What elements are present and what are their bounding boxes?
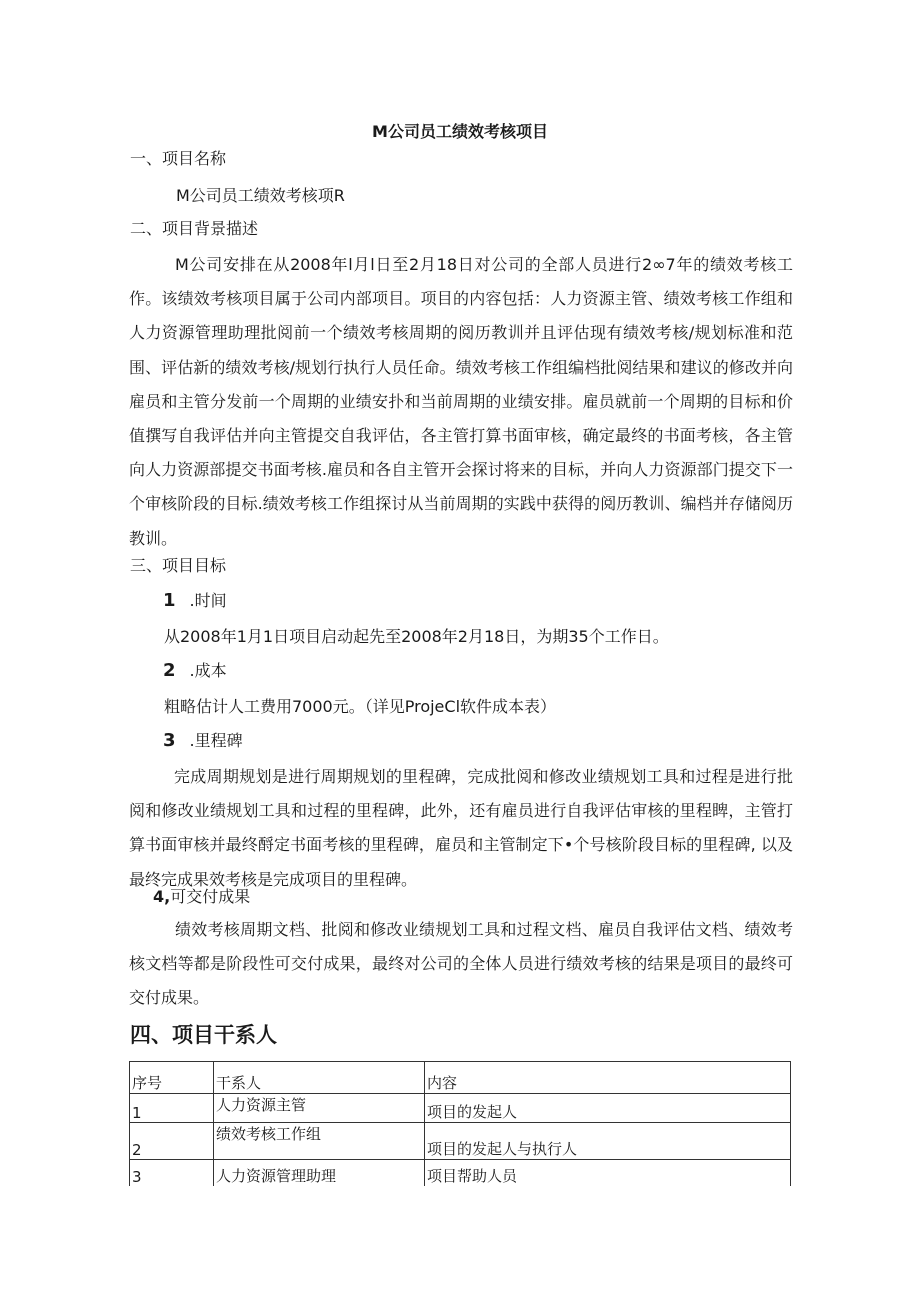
table-row — [130, 1160, 791, 1187]
objective-milestone-heading — [163, 731, 243, 751]
cell-stakeholder: 绩效考核工作组 — [214, 1123, 425, 1160]
objective-time-heading — [163, 591, 227, 611]
objective-label: .时间 — [189, 591, 227, 610]
cell-content: 项目帮助人员 — [425, 1160, 791, 1187]
table-header-row — [130, 1062, 791, 1094]
cell-seq: 3 — [130, 1160, 214, 1187]
cell-seq: 1 — [130, 1094, 214, 1123]
header-content: 内容 — [425, 1062, 791, 1094]
header-stakeholder: 干系人 — [214, 1062, 425, 1094]
cell-content: 项目的发起人与执行人 — [425, 1123, 791, 1160]
page-title: M公司员工绩效考核项目 — [372, 122, 548, 141]
section-2-heading: 二、项目背景描述 — [130, 219, 259, 238]
cell-content: 项目的发起人 — [425, 1094, 791, 1123]
objective-milestone-body: 完成周期规划是进行周期规划的里程碑，完成批阅和修改业绩规划工具和过程是进行批阅和修改业绩规划工具和过程的里程碑，此外，还有雇员进行自我评估审核的里程睥，主管打算书面审核并最终酹定书面考核的里程碑，雇员和主管制定下•个号核阶段目标的里程碑, 以及最终完成果效考核是完成项目的里程碑。 — [129, 767, 793, 889]
section-4-heading: 四、项目干系人 — [130, 1023, 277, 1047]
background-paragraph: M公司安排在从2008年l月l日至2月18日对公司的全部人员进行2∞7年的绩效考核工作。该绩效考核项目属于公司内部项目。项目的内容包括：人力资源主管、绩效考核工作组和人力资源管理助理批阅前一个绩效考核周期的阅历教训并且评估现有绩效考核/规划标准和范围、评估新的绩效考核/规划行执行人员任命。绩效考核工作组编档批阅结果和建议的修改并向雇员和主管分发前一个周期的业绩安扑和当前周期的业绩安排。雇员就前一个周期的目标和价值撰写自我评估并向主管提交自我评估，各主管打算书面审核，确定最终的书面考核，各主管向人力资源部提交书面考核.雇员和各自主管开会探讨将来的目标，并向人力资源部门提交下一个审核阶段的目标.绩效考核工作组探讨从当前周期的实践中获得的阅历教训、编档并存储阅历教训。 — [129, 255, 793, 548]
objective-deliverables-body: 绩效考核周期文档、批阅和修改业绩规划工具和过程文档、雇员自我评估文档、绩效考核文档等都是阶段性可交付成果，最终对公司的全体人员进行绩效考核的结果是项目的最终可交付成果。 — [129, 920, 793, 1008]
objective-label: 可交付成果 — [170, 887, 251, 906]
table-row — [130, 1123, 791, 1160]
section-1-heading: 一、项目名称 — [130, 149, 227, 168]
objective-number: 4, — [153, 887, 171, 906]
objective-cost-body: 粗略估计人工费用7000元。（详见ProjeCl软件成本表） — [164, 697, 557, 716]
section-3-heading: 三、项目目标 — [130, 556, 227, 575]
objective-time-body: 从2008年1月1日项目启动起先至2008年2月18日，为期35个工作日。 — [164, 627, 669, 646]
objective-label: .里程碑 — [189, 731, 243, 750]
objective-number: 3 — [163, 730, 176, 751]
cell-stakeholder: 人力资源管理助理 — [214, 1160, 425, 1187]
stakeholder-table — [129, 1061, 791, 1186]
objective-cost-heading — [163, 661, 227, 681]
objective-number: 2 — [163, 660, 176, 681]
table-row — [130, 1094, 791, 1123]
objective-number: 1 — [163, 590, 176, 611]
cell-seq: 2 — [130, 1123, 214, 1160]
header-seq: 序号 — [130, 1062, 214, 1094]
cell-stakeholder: 人力资源主管 — [214, 1094, 425, 1123]
objective-label: .成本 — [189, 661, 227, 680]
objective-deliverables-heading — [153, 887, 250, 907]
project-name: M公司员工绩效考核项R — [176, 186, 345, 205]
